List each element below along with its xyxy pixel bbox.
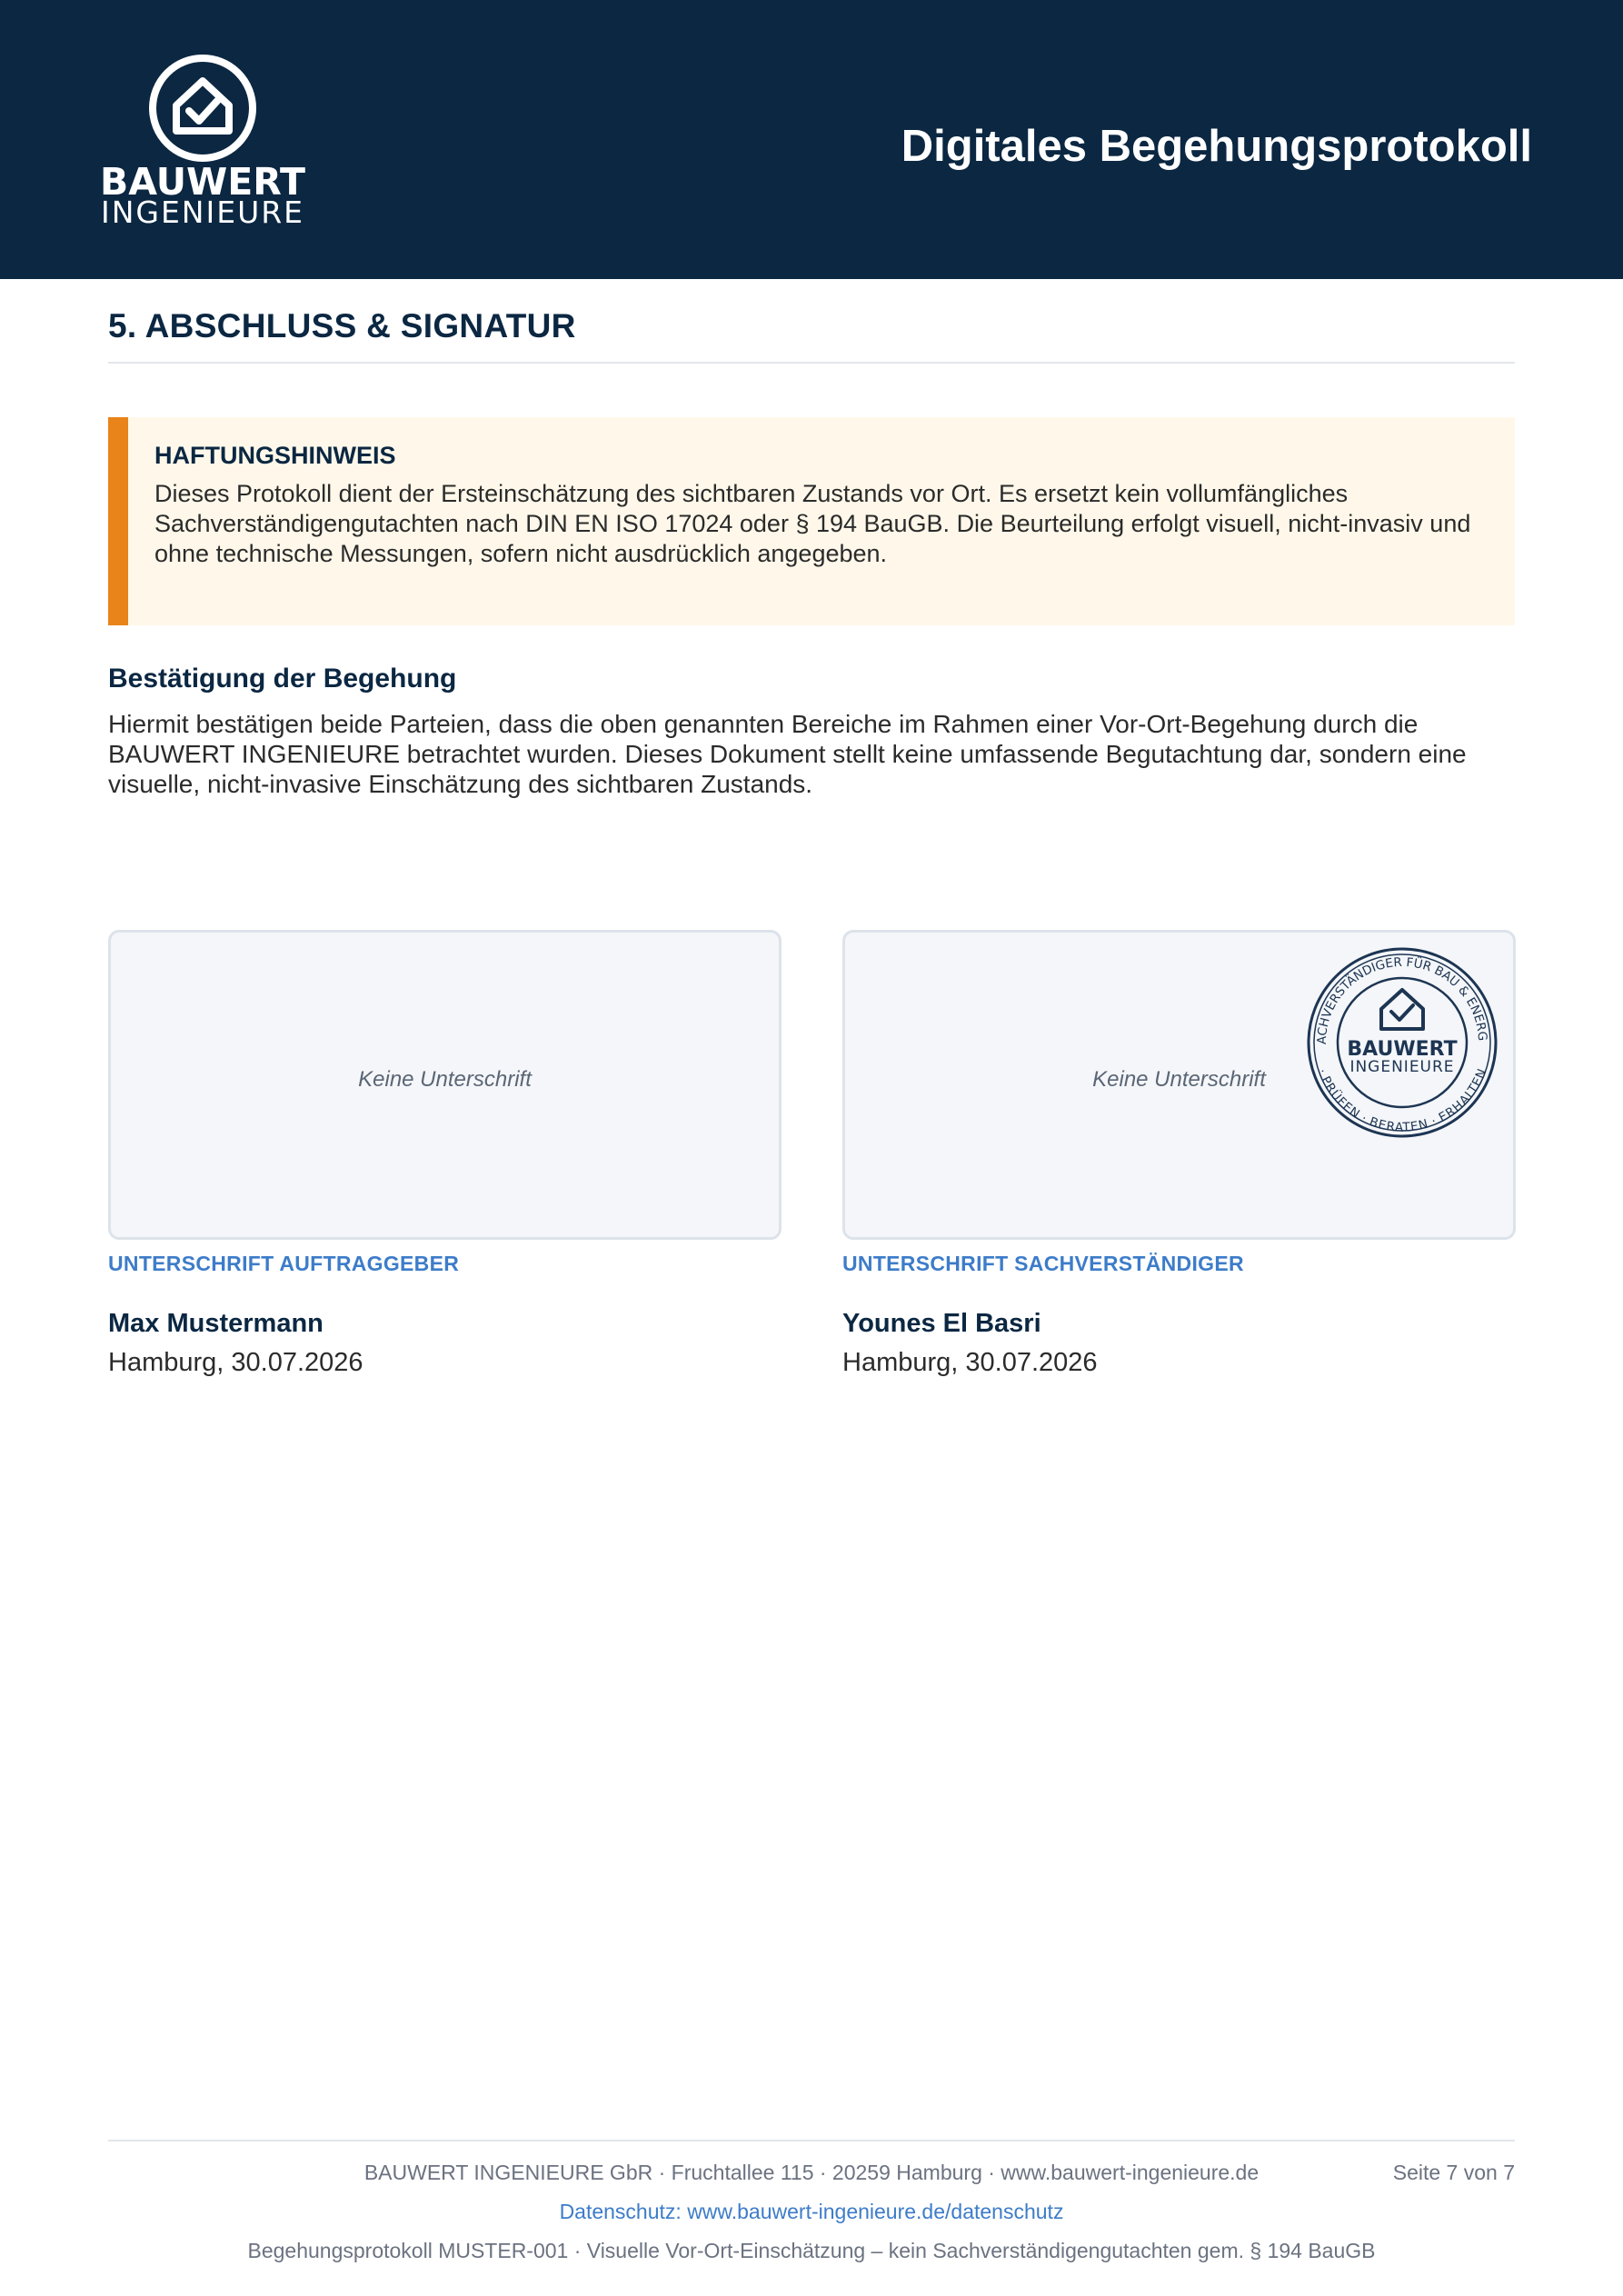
- section-divider: [108, 362, 1515, 364]
- client-name: Max Mustermann: [108, 1309, 324, 1338]
- house-check-icon: [147, 53, 258, 164]
- signature-placeholder: Keine Unterschrift: [1092, 1067, 1266, 1092]
- confirmation-text: Hiermit bestätigen beide Parteien, dass die oben genannten Bereiche im Rahmen einer Vor-Ort-Begehung durch die BAUWERT INGENIEURE betrachtet wurden. Dieses Dokument stellt keine umfassende Begutachtung dar, sondern eine visuelle, nicht-invasive Einschätzung des sichtbaren Zustands.: [108, 710, 1467, 798]
- footer-disclaimer: Begehungsprotokoll MUSTER-001 · Visuelle Vor-Ort-Einschätzung – kein Sachverständigengutachten gem. § 194 BauGB: [247, 2239, 1376, 2262]
- section-title: 5. ABSCHLUSS & SIGNATUR: [108, 307, 576, 344]
- footer-divider: [108, 2140, 1515, 2141]
- stamp-ring-top-text: ACHVERSTÄNDIGER FÜR BAU & ENERG: [1314, 954, 1490, 1045]
- stamp-ring-bottom-text: · PRÜFEN · BERATEN · ERHALTEN: [1314, 1066, 1490, 1135]
- company-stamp: [1305, 945, 1499, 1140]
- liability-notice: [108, 417, 1515, 625]
- company-logo: [98, 53, 307, 235]
- expert-place-date: Hamburg, 30.07.2026: [842, 1348, 1098, 1377]
- client-signature-field[interactable]: [108, 930, 782, 1240]
- expert-signature-caption: UNTERSCHRIFT SACHVERSTÄNDIGER: [842, 1252, 1244, 1275]
- logo-wordmark-line1: BAUWERT: [100, 160, 305, 204]
- document-title: Digitales Begehungsprotokoll: [901, 122, 1532, 171]
- expert-name: Younes El Basri: [842, 1309, 1041, 1338]
- privacy-link[interactable]: Datenschutz: www.bauwert-ingenieure.de/datenschutz: [559, 2200, 1064, 2223]
- notice-title: HAFTUNGSHINWEIS: [154, 442, 396, 469]
- logo-wordmark-line2: INGENIEURE: [100, 195, 305, 230]
- footer-address: BAUWERT INGENIEURE GbR · Fruchtallee 115 · 20259 Hamburg · www.bauwert-ingenieure.de: [363, 2161, 1260, 2184]
- notice-text: Dieses Protokoll dient der Ersteinschätzung des sichtbaren Zustands vor Ort. Es ersetzt kein vollumfängliches Sachverständigengutachten nach DIN EN ISO 17024 oder § 194 BauGB. Die Beurteilung erfolgt visuell, nicht-invasiv und ohne technische Messungen, sofern nicht ausdrücklich angegeben.: [154, 480, 1471, 567]
- confirmation-heading: Bestätigung der Begehung: [108, 664, 457, 694]
- client-place-date: Hamburg, 30.07.2026: [108, 1348, 363, 1377]
- client-signature-caption: UNTERSCHRIFT AUFTRAGGEBER: [108, 1252, 460, 1275]
- stamp-wordmark-line1: BAUWERT: [1347, 1038, 1458, 1061]
- stamp-wordmark-line2: INGENIEURE: [1349, 1058, 1455, 1076]
- expert-signature-field[interactable]: [842, 930, 1516, 1240]
- signature-placeholder: Keine Unterschrift: [358, 1067, 532, 1092]
- svg-text:· PRÜFEN · BERATEN · ERHALTEN: [1315, 1067, 1490, 1135]
- page-number: Seite 7 von 7: [1392, 2161, 1515, 2184]
- page-header: [0, 0, 1623, 279]
